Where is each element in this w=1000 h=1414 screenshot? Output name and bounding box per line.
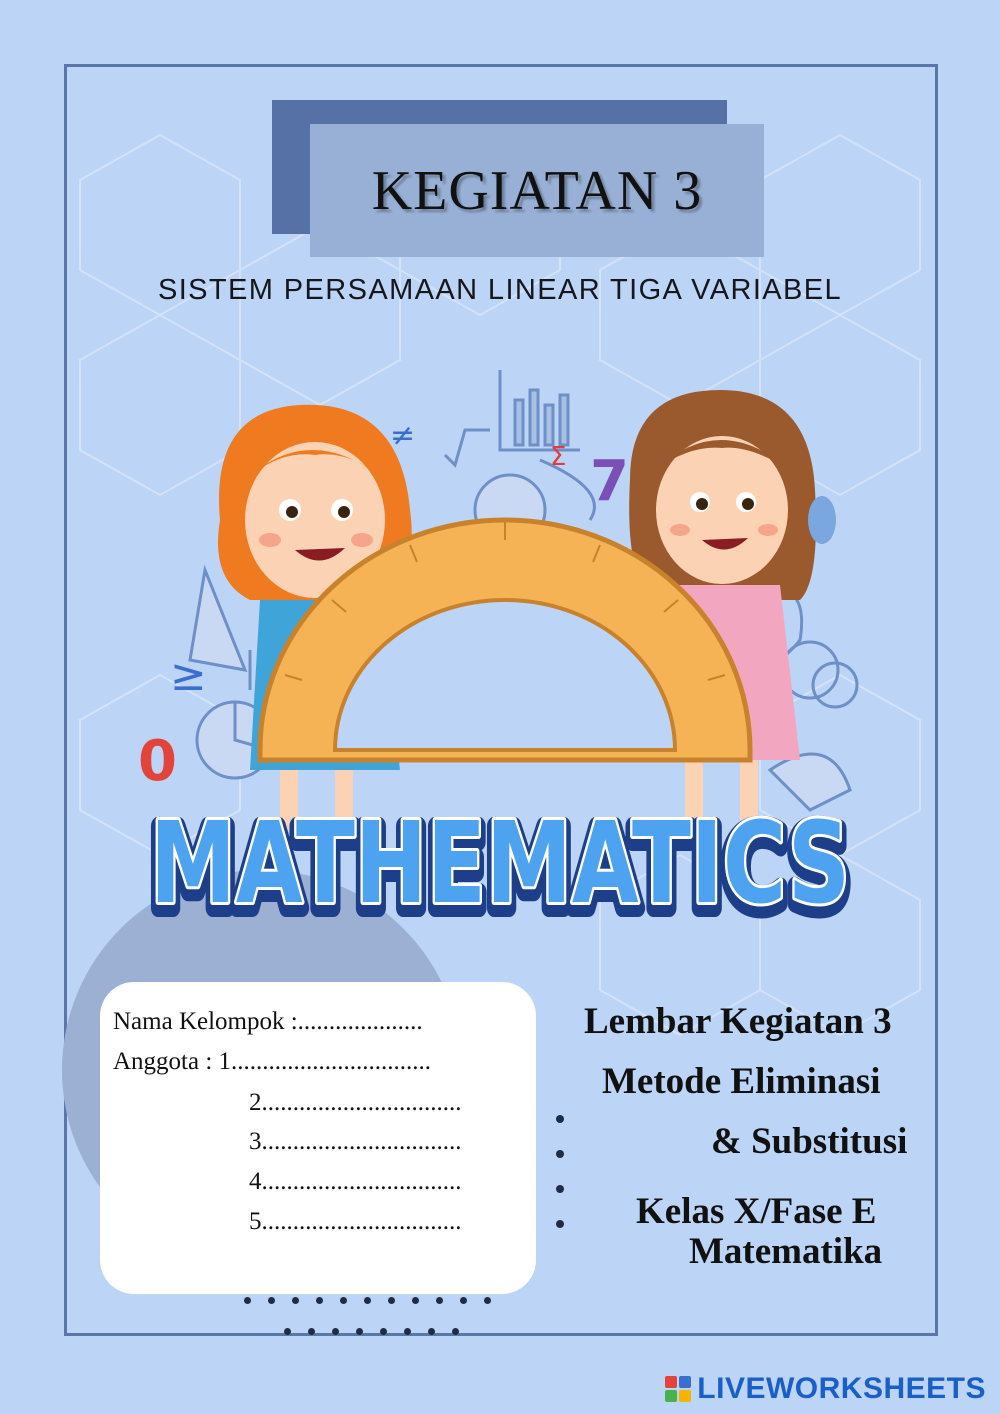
- member-1-field[interactable]: Anggota : 1................................: [113, 1048, 432, 1075]
- bullet-dot: [556, 1150, 564, 1158]
- title-box: [310, 124, 764, 257]
- class-phase-label: Kelas X/Fase E: [636, 1191, 877, 1232]
- neq-symbol: ≠: [390, 418, 416, 453]
- activity-sheet-label: Lembar Kegiatan 3: [584, 1001, 892, 1042]
- decorative-dots-row: [244, 1297, 491, 1304]
- mathematics-word: MATHEMATICS: [150, 799, 850, 929]
- svg-text:MATHEMATICS: MATHEMATICS: [150, 805, 850, 935]
- subject-label: Matematika: [689, 1231, 883, 1272]
- bullet-dot: [556, 1220, 564, 1228]
- page-subtitle: SISTEM PERSAMAAN LINEAR TIGA VARIABEL: [157, 274, 843, 306]
- member-5-field[interactable]: 5................................: [249, 1208, 462, 1235]
- group-info-card: [100, 982, 536, 1294]
- liveworksheets-brand[interactable]: [665, 1372, 986, 1406]
- group-name-field[interactable]: Nama Kelompok :....................: [113, 1008, 423, 1035]
- member-3-field[interactable]: 3................................: [249, 1128, 462, 1155]
- brand-name: LIVEWORKSHEETS: [697, 1372, 986, 1405]
- decorative-dots-row: [284, 1328, 459, 1335]
- method-label: Metode Eliminasi: [602, 1061, 881, 1102]
- member-4-field[interactable]: 4................................: [249, 1168, 462, 1195]
- mathematics-word-art: [130, 780, 870, 950]
- substitution-label: & Substitusi: [711, 1121, 908, 1162]
- page-title: KEGIATAN 3: [371, 159, 703, 222]
- seven-symbol: 7: [590, 449, 629, 514]
- geq-symbol: ≥: [170, 650, 207, 701]
- member-2-field[interactable]: 2................................: [249, 1089, 462, 1116]
- zero-symbol: 0: [138, 729, 177, 794]
- bullet-dot: [556, 1115, 564, 1123]
- sigma-symbol: Σ: [550, 442, 567, 472]
- bullet-dot: [556, 1185, 564, 1193]
- liveworksheets-logo-icon: [665, 1376, 691, 1402]
